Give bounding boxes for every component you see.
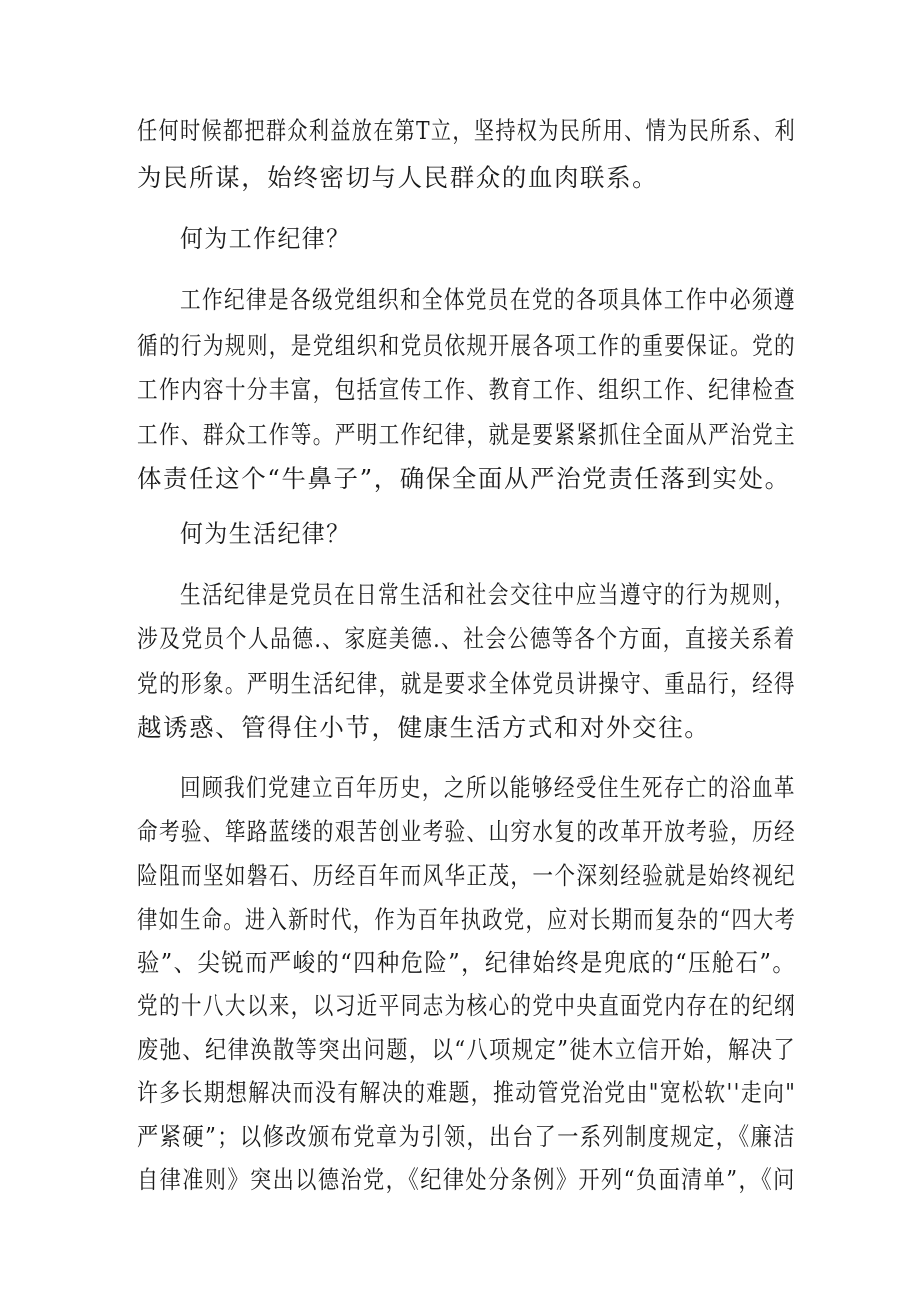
text-line: 命考验、筚路蓝缕的艰苦创业考验、山穷水复的改革开放考验，历经 [137, 817, 796, 846]
section-heading-work-discipline: 何为工作纪律？ [180, 224, 351, 253]
text-line: 体责任这个“牛鼻子”，确保全面从严治党责任落到实处。 [137, 464, 791, 493]
text-line: 验”、尖锐而严峻的“四种危险”，纪律始终是兜底的“压舱石”。 [137, 948, 797, 977]
text-line: 生活纪律是党员在日常生活和社会交往中应当遵守的行为规则， [180, 580, 796, 609]
text-line: 工作、群众工作等。严明工作纪律，就是要紧紧抓住全面从严治党主 [137, 420, 796, 449]
text-line: 工作内容十分丰富，包括宣传工作、教育工作、组织工作、纪律检查 [137, 375, 796, 404]
text-line: 自律准则》突出以德治党，《纪律处分条例》开列“负面清单”，《问 [137, 1165, 796, 1194]
text-line: 律如生命。进入新时代，作为百年执政党，应对长期而复杂的“四大考 [137, 905, 797, 934]
text-line: 严紧硬”；以修改颁布党章为引领，出台了一系列制度规定，《廉洁 [137, 1122, 796, 1151]
text-line: 回顾我们党建立百年历史，之所以能够经受住生死存亡的浴血革 [180, 773, 796, 802]
text-line: 涉及党员个人品德.、家庭美德.、社会公德等各个方面，直接关系着 [137, 624, 796, 653]
text-line: 废弛、纪律涣散等突出问题，以“八项规定”徙木立信开始，解决了 [137, 1035, 797, 1064]
section-heading-life-discipline: 何为生活纪律？ [180, 519, 351, 548]
text-line: 越诱惑、管得住小节，健康生活方式和对外交往。 [137, 713, 711, 742]
text-line: 循的行为规则，是党组织和党员依规开展各项工作的重要保证。党的 [137, 331, 796, 360]
text-line: 党的形象。严明生活纪律，就是要求全体党员讲操守、重品行，经得 [137, 669, 796, 698]
text-line: 党的十八大以来，以习近平同志为核心的党中央直面党内存在的纪纲 [137, 991, 796, 1020]
text-line: 险阻而坚如磐石、历经百年而风华正茂，一个深刻经验就是始终视纪 [137, 861, 796, 890]
text-line: 任何时候都把群众利益放在第T立，坚持权为民所用、情为民所系、利 [137, 116, 796, 145]
text-line: 工作纪律是各级党组织和全体党员在党的各项具体工作中必须遵 [180, 285, 796, 314]
text-line: 为民所谋，始终密切与人民群众的血肉联系。 [137, 163, 659, 192]
text-line: 许多长期想解决而没有解决的难题，推动管党治党由"宽松软''走向" [137, 1078, 797, 1107]
